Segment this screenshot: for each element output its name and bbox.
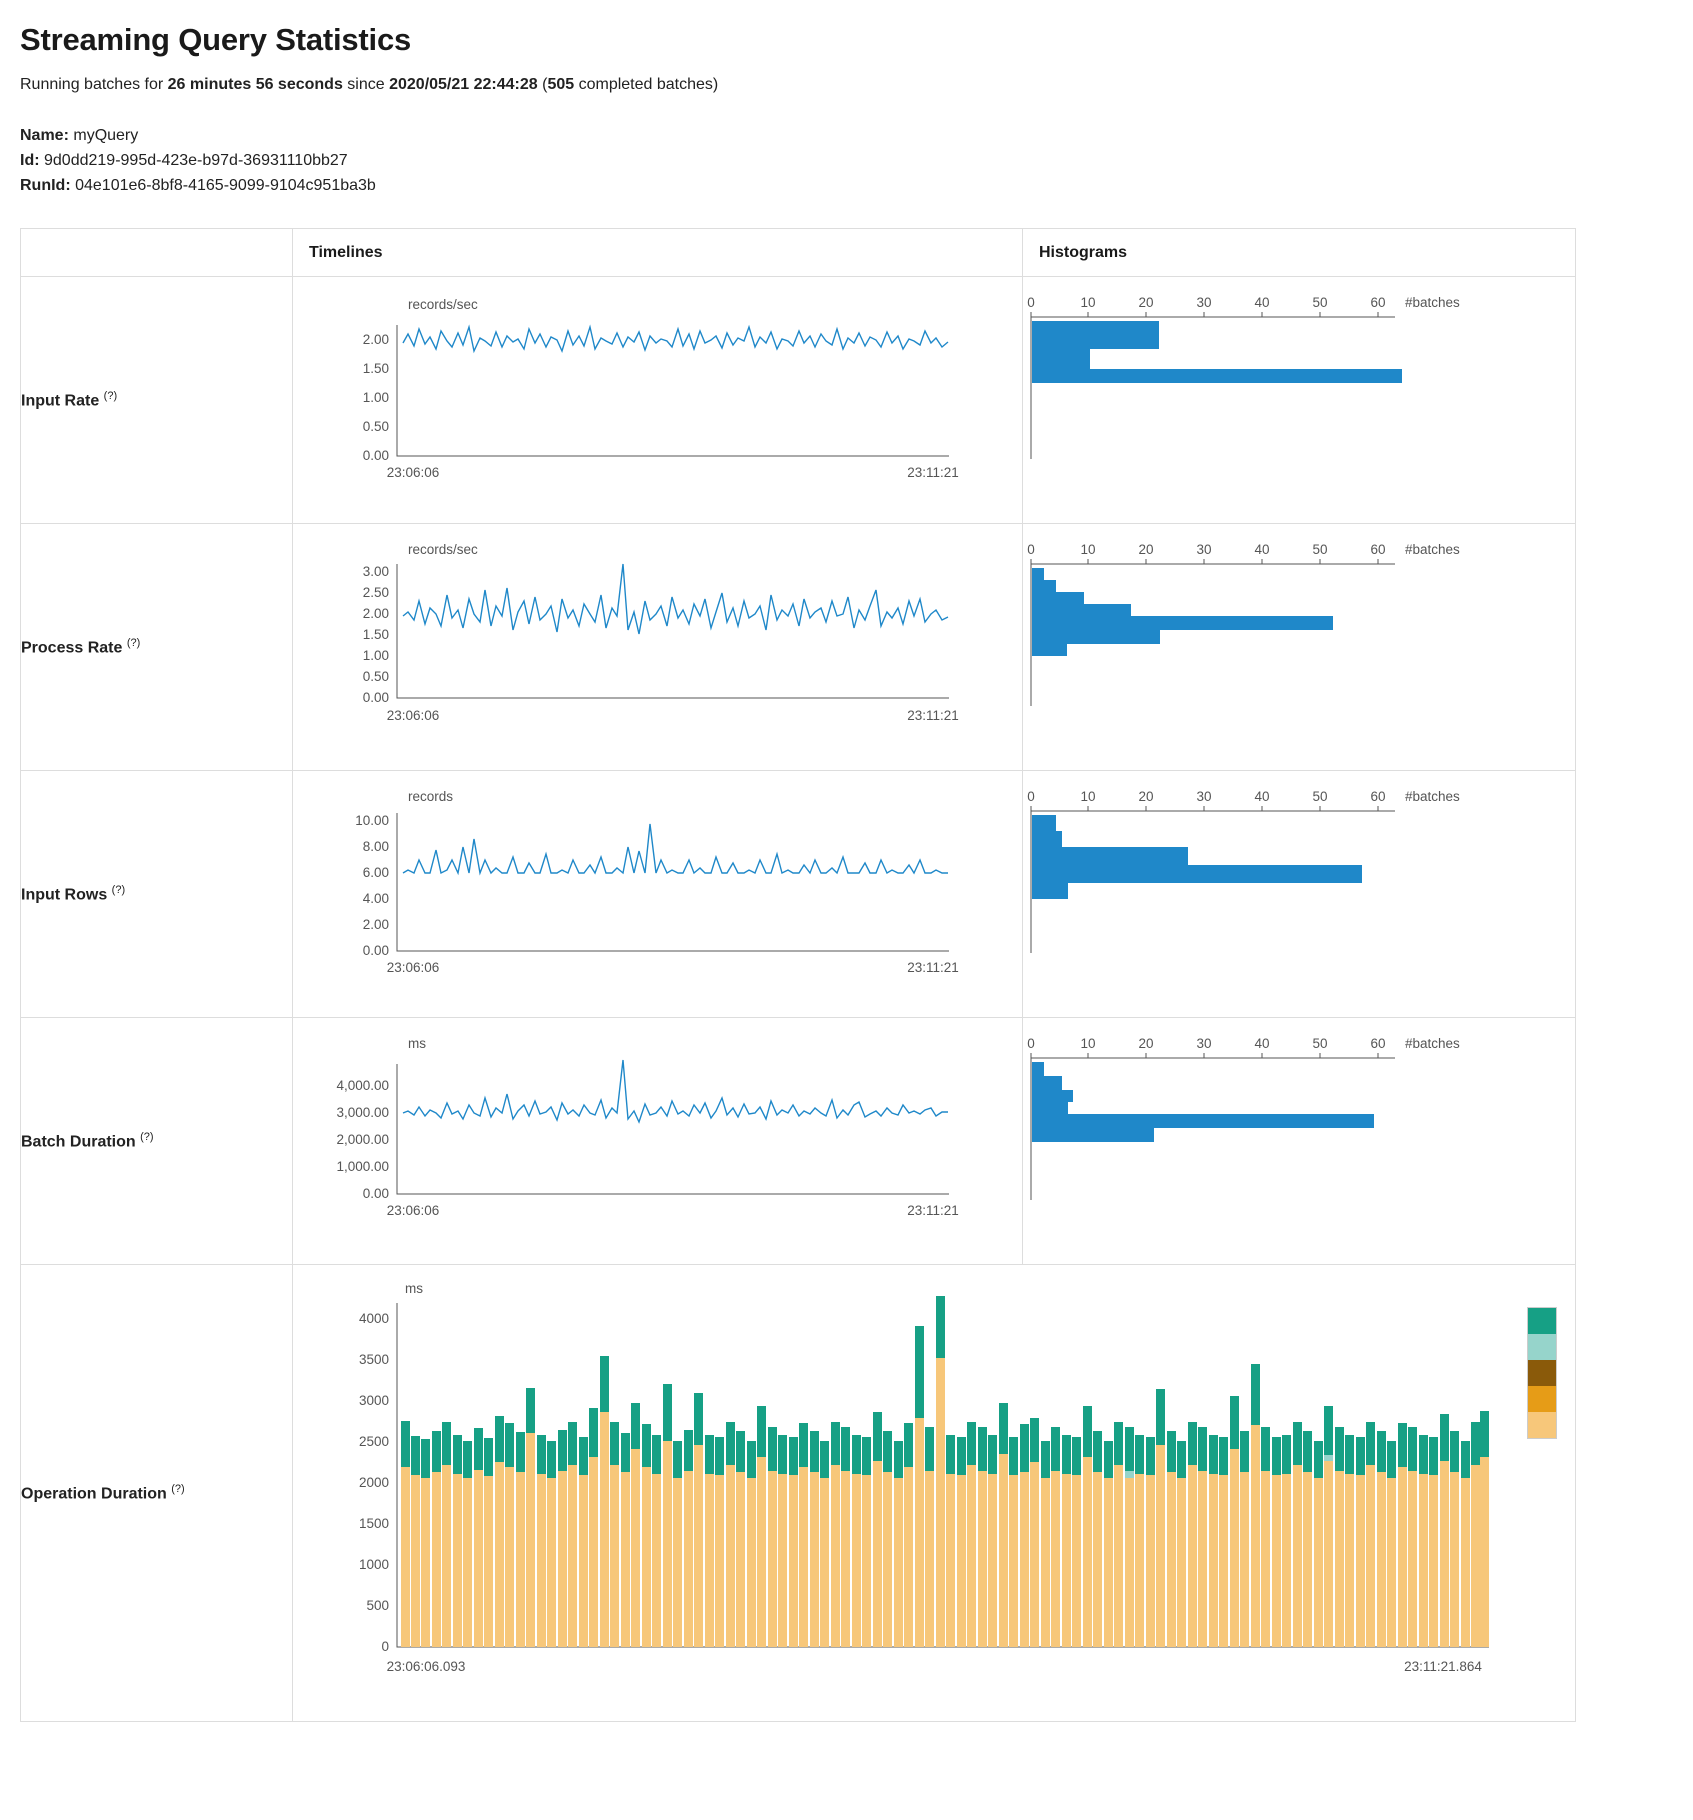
svg-text:23:06:06: 23:06:06 — [386, 708, 440, 724]
cell-input-rows-histogram — [1023, 771, 1576, 1018]
batch-duration-timeline-chart — [293, 1018, 1022, 1264]
input-rate-histogram-chart — [1023, 277, 1575, 523]
svg-text:30: 30 — [1196, 789, 1212, 805]
hist-x-ticks — [1027, 789, 1460, 804]
svg-text:10: 10 — [1080, 542, 1096, 558]
svg-text:3.00: 3.00 — [362, 564, 389, 580]
input-rate-histogram-svg[interactable] — [1023, 287, 1568, 517]
input-rows-timeline-chart — [293, 771, 1022, 1017]
y-unit-label: ms — [405, 1281, 423, 1297]
input-rate-timeline-svg[interactable] — [293, 287, 1013, 517]
input-rate-timeline-chart — [293, 277, 1022, 523]
svg-text:23:06:06: 23:06:06 — [386, 465, 440, 481]
hist-bars — [1032, 815, 1362, 899]
svg-text:10: 10 — [1080, 295, 1096, 311]
svg-text:23:11:21: 23:11:21 — [907, 1203, 959, 1219]
svg-text:50: 50 — [1312, 542, 1328, 558]
x-ticks — [387, 465, 959, 480]
svg-text:2.00: 2.00 — [362, 606, 389, 622]
summary-suffix: completed batches) — [574, 76, 719, 93]
y-ticks — [363, 332, 389, 463]
svg-text:60: 60 — [1370, 1036, 1386, 1052]
svg-text:23:06:06.093: 23:06:06.093 — [386, 1659, 466, 1675]
svg-text:23:06:06: 23:06:06 — [386, 1203, 440, 1219]
row-label-text: Input Rate — [21, 392, 100, 410]
process-rate-timeline-svg[interactable] — [293, 534, 1013, 764]
hist-tick-marks — [1031, 1053, 1378, 1058]
hist-bars — [1032, 568, 1333, 656]
svg-text:1.00: 1.00 — [362, 390, 389, 406]
input-rows-series — [403, 824, 948, 873]
y-ticks — [355, 813, 389, 958]
svg-text:23:06:06: 23:06:06 — [386, 960, 440, 976]
svg-text:3,000.00: 3,000.00 — [336, 1105, 389, 1121]
svg-text:2000: 2000 — [358, 1475, 389, 1491]
summary-batch-count: 505 — [547, 76, 575, 93]
svg-text:40: 40 — [1254, 1036, 1270, 1052]
y-ticks — [336, 1078, 389, 1201]
svg-text:60: 60 — [1370, 295, 1386, 311]
row-label-text: Batch Duration — [21, 1133, 136, 1151]
svg-text:23:11:21: 23:11:21 — [907, 465, 959, 481]
svg-text:1000: 1000 — [358, 1557, 389, 1573]
x-ticks — [387, 1203, 959, 1218]
y-unit-label: records — [408, 789, 454, 805]
svg-text:2.50: 2.50 — [362, 585, 389, 601]
svg-text:1.00: 1.00 — [362, 648, 389, 664]
y-unit-label: records/sec — [408, 542, 478, 558]
svg-text:0: 0 — [381, 1639, 389, 1655]
hist-x-axis-label: #batches — [1405, 542, 1460, 558]
svg-text:20: 20 — [1138, 789, 1154, 805]
input-rate-series — [403, 327, 948, 351]
process-rate-histogram-chart — [1023, 524, 1575, 770]
summary-since-timestamp: 2020/05/21 22:44:28 — [389, 76, 538, 93]
row-label-text: Process Rate — [21, 639, 123, 657]
svg-text:30: 30 — [1196, 1036, 1212, 1052]
running-batches-summary — [20, 76, 1673, 94]
column-header-timelines: Timelines — [293, 229, 1023, 277]
table-row — [21, 1018, 1576, 1265]
help-icon[interactable]: (?) — [171, 1483, 185, 1496]
summary-mid: since — [342, 76, 390, 93]
query-name-key: Name: — [20, 127, 69, 144]
statistics-table — [20, 228, 1576, 1722]
row-label-input-rows — [21, 771, 293, 1018]
operation-duration-svg[interactable] — [293, 1275, 1573, 1715]
row-label-text: Operation Duration — [21, 1485, 167, 1503]
help-icon[interactable]: (?) — [111, 884, 126, 897]
svg-text:60: 60 — [1370, 542, 1386, 558]
svg-text:1.50: 1.50 — [362, 627, 389, 643]
legend-swatch-1[interactable] — [1528, 1308, 1556, 1334]
svg-text:0.50: 0.50 — [362, 669, 389, 685]
svg-text:10: 10 — [1080, 1036, 1096, 1052]
process-rate-histogram-svg[interactable] — [1023, 534, 1568, 764]
y-ticks — [363, 564, 389, 705]
hist-bars — [1032, 321, 1402, 383]
svg-text:20: 20 — [1138, 1036, 1154, 1052]
cell-input-rate-histogram — [1023, 277, 1576, 524]
batch-duration-timeline-svg[interactable] — [293, 1028, 1013, 1258]
help-icon[interactable]: (?) — [103, 390, 118, 403]
svg-text:0: 0 — [1027, 789, 1035, 805]
row-label-batch-duration — [21, 1018, 293, 1265]
hist-x-axis-label: #batches — [1405, 1036, 1460, 1052]
svg-text:40: 40 — [1254, 789, 1270, 805]
svg-text:6.00: 6.00 — [362, 865, 389, 881]
legend-swatch-2[interactable] — [1528, 1334, 1556, 1360]
query-runid-row — [20, 174, 1673, 199]
svg-text:23:11:21.864: 23:11:21.864 — [1404, 1659, 1482, 1675]
hist-x-axis-label: #batches — [1405, 789, 1460, 805]
svg-text:60: 60 — [1370, 789, 1386, 805]
svg-text:3500: 3500 — [358, 1352, 389, 1368]
cell-operation-duration — [293, 1265, 1576, 1722]
x-ticks — [387, 708, 959, 723]
help-icon[interactable]: (?) — [126, 637, 141, 650]
row-label-input-rate — [21, 277, 293, 524]
query-id-key: Id: — [20, 151, 40, 169]
table-row — [21, 1265, 1576, 1722]
svg-text:2,000.00: 2,000.00 — [336, 1132, 389, 1148]
process-rate-timeline-chart — [293, 524, 1022, 770]
hist-x-ticks — [1027, 295, 1460, 310]
y-ticks — [359, 1311, 389, 1654]
query-name-value: myQuery — [73, 127, 139, 144]
batch-duration-series — [403, 1060, 948, 1122]
hist-tick-marks — [1031, 312, 1378, 317]
hist-tick-marks — [1031, 806, 1378, 811]
svg-text:1500: 1500 — [358, 1516, 389, 1532]
svg-text:0.00: 0.00 — [362, 1186, 389, 1202]
svg-text:10.00: 10.00 — [355, 813, 389, 829]
y-unit-label: ms — [408, 1036, 426, 1052]
operation-duration-legend[interactable] — [1527, 1307, 1557, 1439]
cell-input-rate-timeline — [293, 277, 1023, 524]
x-ticks — [387, 960, 959, 975]
batch-duration-histogram-chart — [1023, 1018, 1575, 1264]
row-label-text: Input Rows — [21, 886, 108, 904]
cell-batch-duration-histogram — [1023, 1018, 1576, 1265]
table-row — [21, 524, 1576, 771]
svg-text:40: 40 — [1254, 295, 1270, 311]
batch-duration-histogram-svg[interactable] — [1023, 1028, 1568, 1258]
table-header-row — [21, 229, 1576, 277]
operation-duration-chart — [293, 1265, 1575, 1721]
table-row — [21, 771, 1576, 1018]
svg-text:0: 0 — [1027, 542, 1035, 558]
cell-batch-duration-timeline — [293, 1018, 1023, 1265]
summary-open-paren: ( — [537, 76, 548, 93]
svg-text:23:11:21: 23:11:21 — [907, 708, 959, 724]
svg-text:0.00: 0.00 — [362, 690, 389, 706]
query-runid-value: 04e101e6-8bf8-4165-9099-9104c951ba3b — [75, 176, 376, 194]
summary-prefix: Running batches for — [20, 76, 168, 93]
legend-swatch-3[interactable] — [1528, 1360, 1556, 1386]
svg-text:4000: 4000 — [358, 1311, 389, 1327]
query-runid-key: RunId: — [20, 176, 71, 194]
hist-x-ticks — [1027, 1036, 1460, 1051]
row-label-operation-duration — [21, 1265, 293, 1722]
summary-duration: 26 minutes 56 seconds — [167, 76, 343, 93]
svg-text:30: 30 — [1196, 295, 1212, 311]
svg-text:20: 20 — [1138, 295, 1154, 311]
hist-tick-marks — [1031, 559, 1378, 564]
y-unit-label: records/sec — [408, 297, 478, 313]
svg-text:2500: 2500 — [358, 1434, 389, 1450]
svg-text:0.50: 0.50 — [362, 419, 389, 435]
svg-text:0.00: 0.00 — [362, 943, 389, 959]
svg-text:3000: 3000 — [358, 1393, 389, 1409]
cell-process-rate-histogram — [1023, 524, 1576, 771]
hist-x-ticks — [1027, 542, 1460, 557]
svg-text:4,000.00: 4,000.00 — [336, 1078, 389, 1094]
svg-text:30: 30 — [1196, 542, 1212, 558]
query-id-value: 9d0dd219-995d-423e-b97d-36931110bb27 — [44, 151, 348, 169]
legend-swatch-5[interactable] — [1528, 1412, 1556, 1438]
svg-text:50: 50 — [1312, 295, 1328, 311]
help-icon[interactable]: (?) — [140, 1131, 154, 1144]
svg-text:4.00: 4.00 — [362, 891, 389, 907]
page-title: Streaming Query Statistics — [20, 22, 412, 57]
legend-swatch-4[interactable] — [1528, 1386, 1556, 1412]
cell-input-rows-timeline — [293, 771, 1023, 1018]
addBatch-series — [401, 1358, 1489, 1647]
query-id-row — [20, 149, 1673, 174]
input-rows-histogram-svg[interactable] — [1023, 781, 1568, 1011]
svg-text:2.00: 2.00 — [362, 332, 389, 348]
table-row — [21, 277, 1576, 524]
query-name-row — [20, 124, 1673, 149]
svg-text:8.00: 8.00 — [362, 839, 389, 855]
column-header-histograms: Histograms — [1023, 229, 1576, 277]
x-ticks — [387, 1659, 1483, 1674]
svg-text:20: 20 — [1138, 542, 1154, 558]
svg-text:10: 10 — [1080, 789, 1096, 805]
svg-text:40: 40 — [1254, 542, 1270, 558]
svg-text:50: 50 — [1312, 789, 1328, 805]
query-metadata — [20, 124, 1673, 198]
process-rate-series — [403, 564, 948, 634]
svg-text:23:11:21: 23:11:21 — [907, 960, 959, 976]
row-label-process-rate — [21, 524, 293, 771]
cell-process-rate-timeline — [293, 524, 1023, 771]
input-rows-timeline-svg[interactable] — [293, 781, 1013, 1011]
input-rows-histogram-chart — [1023, 771, 1575, 1017]
hist-bars — [1032, 1062, 1374, 1142]
svg-text:500: 500 — [366, 1598, 389, 1614]
svg-text:0.00: 0.00 — [362, 448, 389, 464]
stacked-bars — [401, 1296, 1489, 1647]
svg-text:50: 50 — [1312, 1036, 1328, 1052]
svg-text:0: 0 — [1027, 295, 1035, 311]
column-header-blank — [21, 229, 293, 277]
svg-text:1,000.00: 1,000.00 — [336, 1159, 389, 1175]
svg-text:1.50: 1.50 — [362, 361, 389, 377]
svg-text:0: 0 — [1027, 1036, 1035, 1052]
hist-x-axis-label: #batches — [1405, 295, 1460, 311]
svg-text:2.00: 2.00 — [362, 917, 389, 933]
